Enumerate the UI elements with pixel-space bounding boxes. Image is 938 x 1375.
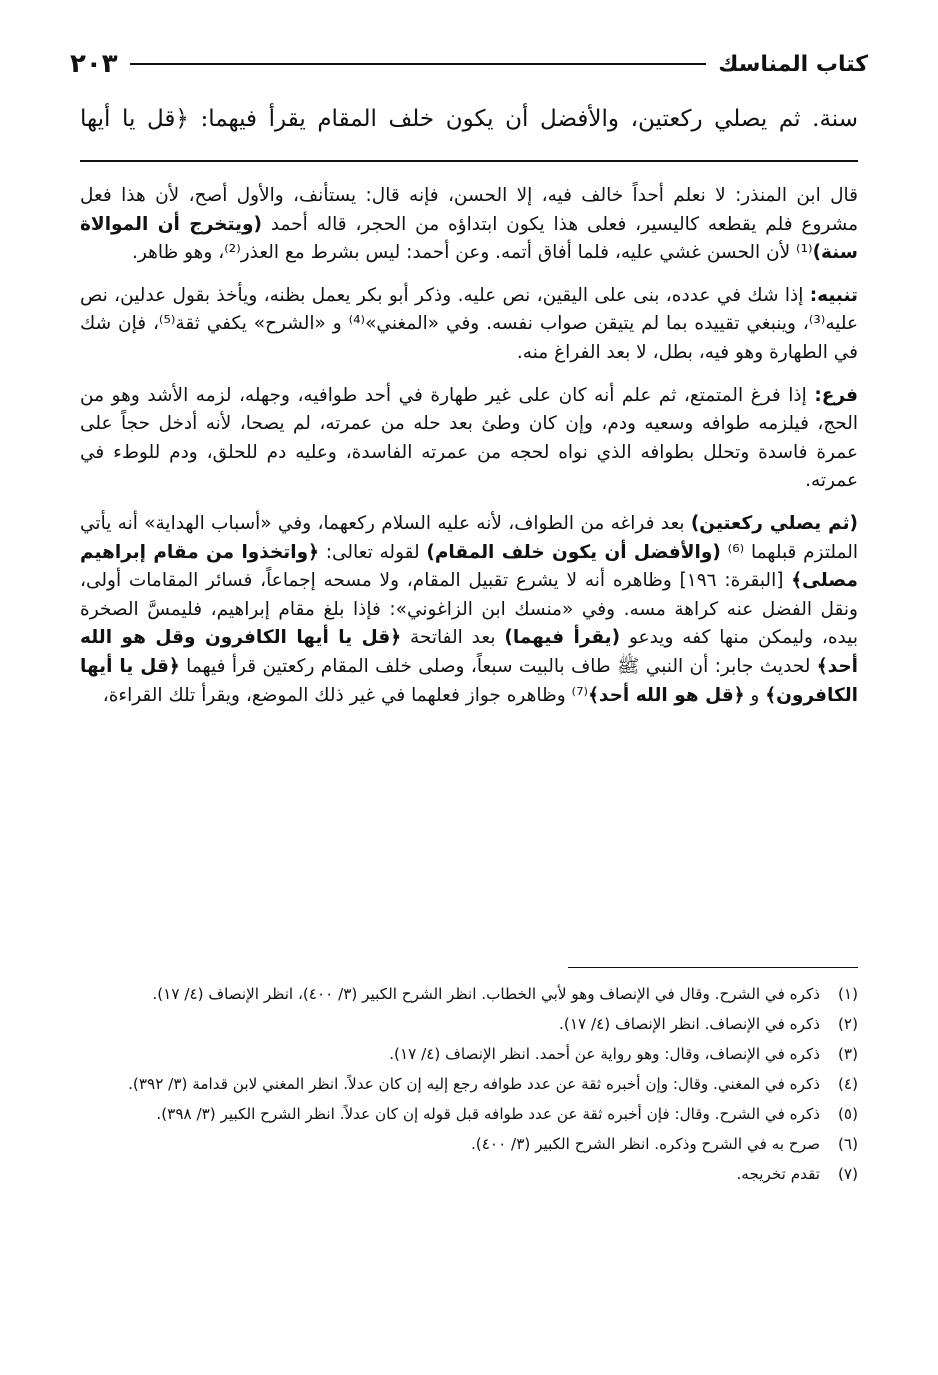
- quran-verse: ﴿قل يا أيها الكافرون﴾: [80, 655, 858, 706]
- bold-phrase: (ثم يصلي ركعتين): [690, 512, 858, 534]
- footnote-text: صرح به في الشرح وذكره. انظر الشرح الكبير (٣/ ٤٠٠).: [470, 1135, 820, 1153]
- bold-phrase: (ويتخرج أن الموالاة سنة): [80, 213, 858, 264]
- footnote-number: (١): [837, 985, 858, 1003]
- footnote: [80, 1042, 858, 1067]
- footnote-number: (٦): [837, 1135, 858, 1153]
- paragraph-text: بعد الفاتحة: [401, 627, 505, 649]
- quran-verse: ﴿قل هو الله أحد﴾: [588, 684, 745, 706]
- quran-verse: ﴿قل يا أيها الكافرون وقل هو الله أحد﴾: [80, 627, 858, 677]
- footnote-text: ذكره في المغني. وقال: وإن أخبره ثقة عن عدد طوافه رجع إليه إن كان عدلاً. انظر المغني لابن قدامة (٣/ ٣٩٢).: [128, 1075, 820, 1093]
- footnotes: [80, 982, 858, 1192]
- paragraph-4: [80, 510, 858, 710]
- footnote-number: (٣): [837, 1045, 858, 1063]
- footnote: [80, 982, 858, 1007]
- footnote-text: تقدم تخريجه.: [736, 1165, 820, 1183]
- footnote-text: ذكره في الإنصاف. انظر الإنصاف (٤/ ١٧).: [559, 1015, 820, 1033]
- paragraph-text: و: [744, 684, 766, 706]
- footnote: [80, 1162, 858, 1187]
- matn-quote: سنة. ثم يصلي ركعتين، والأفضل أن يكون خلف المقام يقرأ فيهما: ﴿قل يا أيها: [80, 106, 858, 132]
- matn-separator: [80, 160, 858, 162]
- footnote: [80, 1012, 858, 1037]
- footnote-separator: [568, 967, 858, 968]
- paragraph-text: إذا شك في عدده، بنى على اليقين، نص عليه. وذكر أبو بكر يعمل بظنه، ويأخذ بقول عدلين، نص عليه⁽³⁾، وينبغي تقييده بما لم يتيقن صواب نفسه. وفي «المغني»⁽⁴⁾ و «الشرح» يكفي ثقة⁽⁵⁾، فإن شك في الطهارة وهو فيه، بطل، لا بعد الفراغ منه.: [80, 284, 859, 363]
- paragraph-text: ⁽⁷⁾ وظاهره جواز فعلهما في غير ذلك الموضع، ويقرأ تلك القراءة،: [102, 684, 589, 706]
- paragraph-2: [80, 282, 858, 368]
- running-title: كتاب المناسك: [718, 51, 868, 77]
- paragraph-text: لحديث جابر: أن النبي ﷺ طاف بالبيت سبعاً، وصلى خلف المقام ركعتين قرأ فيهما: [179, 655, 817, 677]
- header-rule: [130, 63, 707, 65]
- page-header: [70, 44, 868, 84]
- paragraph-text: ⁽¹⁾ لأن الحسن غشي عليه، فلما أفاق أتمه. وعن أحمد: ليس بشرط مع العذر⁽²⁾، وهو ظاهر.: [132, 242, 813, 264]
- footnote-text: ذكره في الشرح. وقال في الإنصاف وهو لأبي الخطاب. انظر الشرح الكبير (٣/ ٤٠٠)، انظر الإنصاف (٤/ ١٧).: [152, 985, 820, 1003]
- paragraph-text: لقوله تعالى:: [318, 541, 427, 563]
- bold-phrase: (يقرأ فيهما): [504, 627, 621, 649]
- page-number: ٢٠٣: [70, 49, 118, 79]
- commentary-body: [80, 182, 858, 724]
- footnote-number: (٤): [837, 1075, 858, 1093]
- footnote-number: (٥): [837, 1105, 858, 1123]
- paragraph-text: [البقرة: ١٩٦] وظاهره أنه لا يشرع تقبيل المقام، ولا مسحه إجماعاً، فسائر المقامات أولى، ونقل الفضل عنه كراهة مسه. وفي «منسك ابن الزاغوني»: فإذا بلغ مقام إبراهيم، فليمسَّ الصخرة بيده، وليمكن منها كفه ويدعو: [80, 570, 858, 649]
- footnote-text: ذكره في الشرح. وقال: فإن أخبره ثقة عن عدد طوافه قبل قوله إن كان عدلاً. انظر الشرح الكبير (٣/ ٣٩٨).: [156, 1105, 820, 1123]
- bold-phrase: تنبيه:: [809, 284, 858, 306]
- paragraph-1: [80, 182, 858, 268]
- footnote-number: (٢): [837, 1015, 858, 1033]
- paragraph-text: إذا فرغ المتمتع، ثم علم أنه كان على غير طهارة في أحد طوافيه، وجهله، لزمه الأشد وهو من الحج، فيلزمه طوافه وسعيه ودم، وإن كان وطئ بعد حله من عمرته، لم يصحا، لأنه أدخل حجاً على عمرة فاسدة وتحلل بطوافه الذي نواه لحجه من عمرته الفاسدة، وعليه دم للحلق، ودم للوطء في عمرته.: [80, 384, 858, 492]
- footnote: [80, 1102, 858, 1127]
- footnote-text: ذكره في الإنصاف، وقال: وهو رواية عن أحمد. انظر الإنصاف (٤/ ١٧).: [389, 1045, 820, 1063]
- paragraph-3: [80, 382, 858, 496]
- footnote: [80, 1072, 858, 1097]
- footnote: [80, 1132, 858, 1157]
- quran-verse: ﴿واتخذوا من مقام إبراهيم مصلى﴾: [80, 541, 858, 592]
- footnote-number: (٧): [837, 1165, 858, 1183]
- paragraph-text: قال ابن المنذر: لا نعلم أحداً خالف فيه، إلا الحسن، فإنه قال: يستأنف، والأول أصح، لأن هذا فعل مشروع فلم يقطعه كاليسير، فعلى هذا يكون ابتداؤه من الحجر، قاله أحمد: [80, 185, 858, 235]
- bold-phrase: فرع:: [814, 384, 858, 406]
- paragraph-text: بعد فراغه من الطواف، لأنه عليه السلام ركعهما، وفي «أسباب الهداية» أنه يأتي الملتزم قبلهما ⁽⁶⁾: [80, 512, 858, 563]
- bold-phrase: (والأفضل أن يكون خلف المقام): [426, 541, 721, 563]
